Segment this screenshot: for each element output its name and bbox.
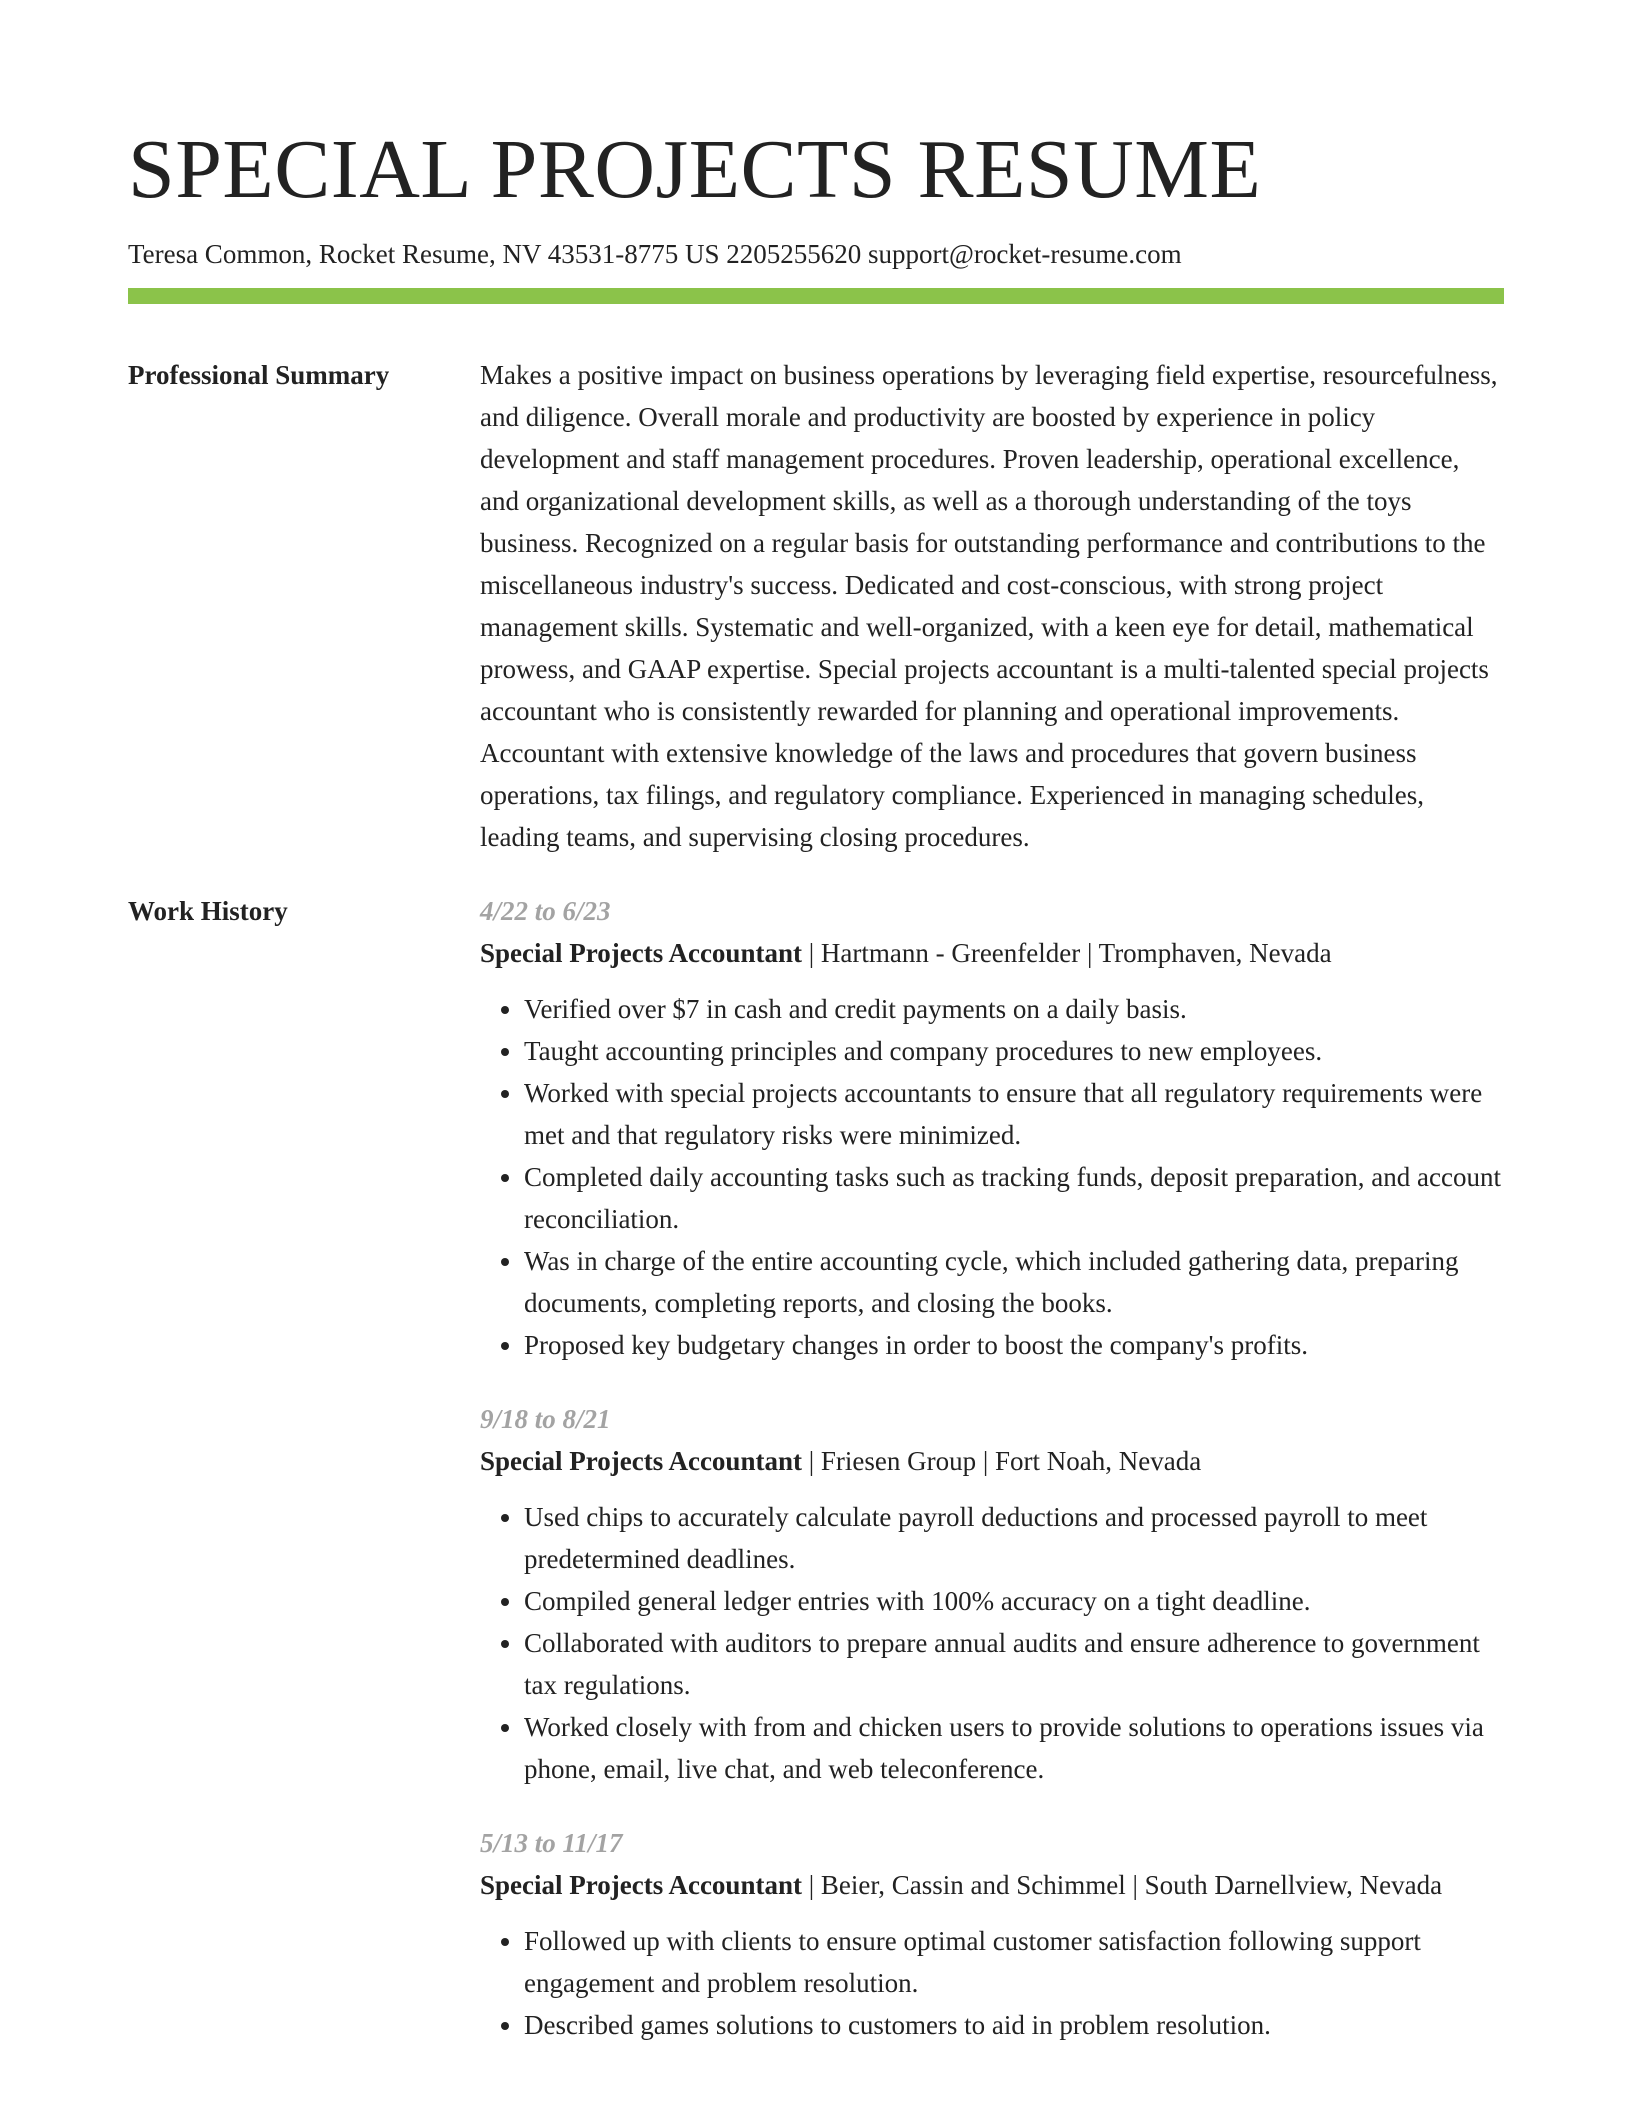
job-title: Special Projects Accountant xyxy=(480,1446,802,1476)
job-employer-location: | Hartmann - Greenfelder | Tromphaven, Nevada xyxy=(801,938,1332,968)
professional-summary-section xyxy=(128,354,1504,858)
summary-text: Makes a positive impact on business operations by leveraging field expertise, resourcefulness, and diligence. Overall morale and productivity are boosted by experience in policy development and staff management procedures. Proven leadership, operational excellence, and organizational development skills, as well as a thorough understanding of the toys business. Recognized on a regular basis for outstanding performance and contributions to the miscellaneous industry's success. Dedicated and cost-conscious, with strong project management skills. Systematic and well-organized, with a keen eye for detail, mathematical prowess, and GAAP expertise. Special projects accountant is a multi-talented special projects accountant who is consistently rewarded for planning and operational improvements. Accountant with extensive knowledge of the laws and procedures that govern business operations, tax filings, and regulatory compliance. Experienced in managing schedules, leading teams, and supervising closing procedures. xyxy=(480,360,1498,852)
job-bullet: • Compiled general ledger entries with 100% accuracy on a tight deadline. xyxy=(524,1580,1504,1622)
job-dates: 4/22 to 6/23 xyxy=(480,896,611,926)
job-title: Special Projects Accountant xyxy=(480,938,802,968)
resume-page xyxy=(128,0,1504,2078)
work-history-section xyxy=(128,890,1504,2078)
contact-line: Teresa Common, Rocket Resume, NV 43531-8775 US 2205255620 support@rocket-resume.com xyxy=(128,239,1182,269)
job-bullets xyxy=(480,1920,1504,2046)
work-history-body xyxy=(480,890,1504,2078)
job-bullet: • Described games solutions to customers to aid in problem resolution. xyxy=(524,2004,1504,2046)
section-label-summary: Professional Summary xyxy=(128,360,390,390)
job-employer-location: | Friesen Group | Fort Noah, Nevada xyxy=(801,1446,1202,1476)
job-heading xyxy=(480,1440,1504,1482)
job-bullet: • Proposed key budgetary changes in order to boost the company's profits. xyxy=(524,1324,1504,1366)
job-bullet: • Worked closely with from and chicken users to provide solutions to operations issues via phone, email, live chat, and web teleconference. xyxy=(524,1706,1504,1790)
job-entry xyxy=(480,1822,1504,2046)
job-title: Special Projects Accountant xyxy=(480,1870,802,1900)
job-heading xyxy=(480,1864,1504,1906)
job-bullet: • Collaborated with auditors to prepare annual audits and ensure adherence to government tax regulations. xyxy=(524,1622,1504,1706)
job-dates: 9/18 to 8/21 xyxy=(480,1404,611,1434)
job-bullet: • Verified over $7 in cash and credit payments on a daily basis. xyxy=(524,988,1504,1030)
job-bullet: • Taught accounting principles and company procedures to new employees. xyxy=(524,1030,1504,1072)
job-bullet: • Followed up with clients to ensure optimal customer satisfaction following support engagement and problem resolution. xyxy=(524,1920,1504,2004)
job-bullets xyxy=(480,1496,1504,1790)
job-bullet: • Completed daily accounting tasks such as tracking funds, deposit preparation, and account reconciliation. xyxy=(524,1156,1504,1240)
job-heading xyxy=(480,932,1504,974)
job-bullet: • Was in charge of the entire accounting cycle, which included gathering data, preparing documents, completing reports, and closing the books. xyxy=(524,1240,1504,1324)
job-entry xyxy=(480,890,1504,1366)
job-entry xyxy=(480,1398,1504,1790)
section-label-work: Work History xyxy=(128,896,288,926)
job-bullet: • Worked with special projects accountants to ensure that all regulatory requirements were met and that regulatory risks were minimized. xyxy=(524,1072,1504,1156)
job-bullet: • Used chips to accurately calculate payroll deductions and processed payroll to meet predetermined deadlines. xyxy=(524,1496,1504,1580)
header-divider xyxy=(128,288,1504,304)
job-dates: 5/13 to 11/17 xyxy=(480,1828,623,1858)
summary-body xyxy=(480,354,1504,858)
job-bullets xyxy=(480,988,1504,1366)
resume-title: SPECIAL PROJECTS RESUME xyxy=(128,123,1262,216)
job-employer-location: | Beier, Cassin and Schimmel | South Darnellview, Nevada xyxy=(801,1870,1443,1900)
